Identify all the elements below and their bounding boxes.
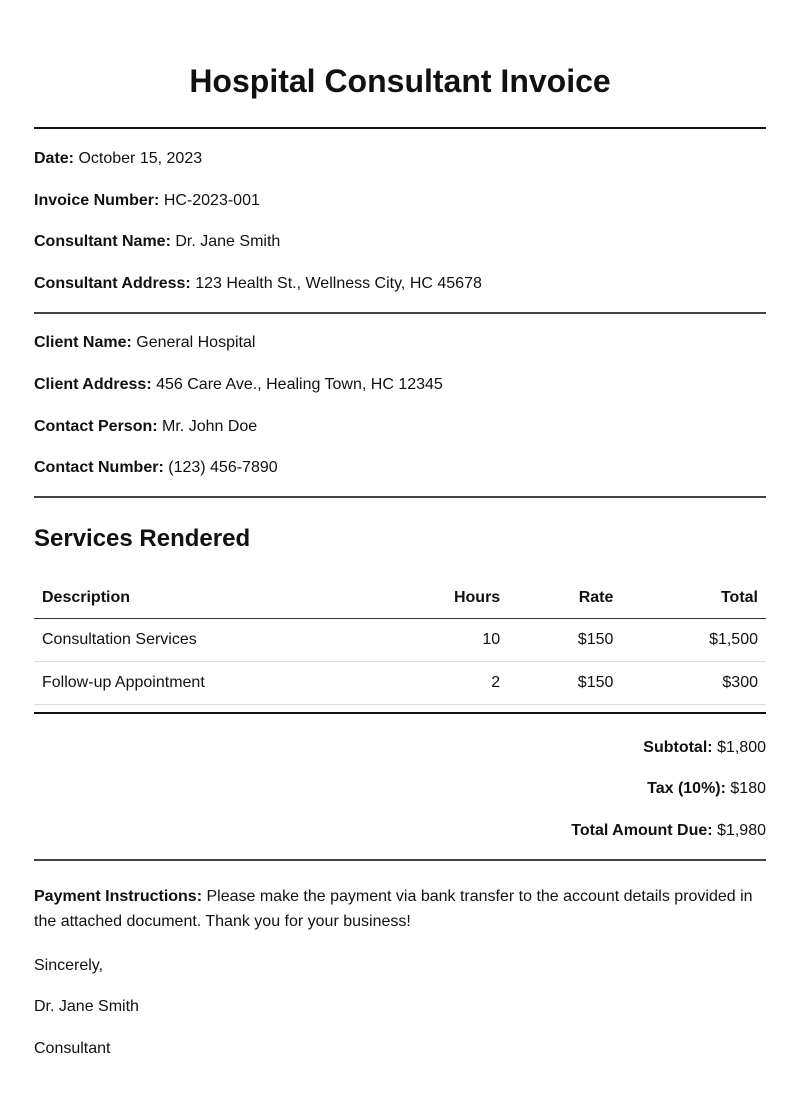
invoice-number-label: Invoice Number: xyxy=(34,192,160,209)
page-title: Hospital Consultant Invoice xyxy=(189,63,611,99)
tax-value: $180 xyxy=(730,780,766,797)
invoice-date-label: Date: xyxy=(34,150,75,167)
consultant-name-value: Dr. Jane Smith xyxy=(175,233,281,250)
contact-person-label: Contact Person: xyxy=(34,418,158,435)
invoice-number xyxy=(34,191,260,211)
service-description: Consultation Services xyxy=(34,619,390,662)
signature-name: Dr. Jane Smith xyxy=(34,998,139,1015)
table-row xyxy=(34,662,766,705)
payment-text: Please make the payment via bank transfer to the account details provided in the attached document. Thank you for your business! xyxy=(34,888,753,930)
consultant-address xyxy=(34,274,482,294)
payment-instructions xyxy=(34,884,766,934)
tax-label: Tax (10%): xyxy=(647,780,726,797)
signature-title: Consultant xyxy=(34,1040,111,1057)
invoice-number-value: HC-2023-001 xyxy=(163,192,260,209)
services-title: Services Rendered xyxy=(34,525,251,552)
section-divider xyxy=(34,312,766,314)
contact-person-value: Mr. John Doe xyxy=(162,418,258,435)
tax xyxy=(647,779,766,799)
subtotal-label: Subtotal: xyxy=(643,739,713,756)
contact-number-value: (123) 456-7890 xyxy=(168,459,278,476)
table-divider xyxy=(34,712,766,714)
client-address xyxy=(34,375,443,395)
service-rate: $150 xyxy=(508,619,621,662)
table-header-row xyxy=(34,578,766,619)
consultant-address-value: 123 Health St., Wellness City, HC 45678 xyxy=(195,275,482,292)
contact-number xyxy=(34,458,278,478)
total-amount-due xyxy=(571,821,766,841)
client-name-label: Client Name: xyxy=(34,334,132,351)
column-header-hours: Hours xyxy=(390,578,508,619)
subtotal-value: $1,800 xyxy=(717,739,766,756)
contact-person xyxy=(34,417,257,437)
invoice-date-value: October 15, 2023 xyxy=(78,150,203,167)
services-table xyxy=(34,578,766,705)
consultant-name-label: Consultant Name: xyxy=(34,233,171,250)
invoice-date xyxy=(34,149,202,169)
service-hours: 2 xyxy=(390,662,508,705)
contact-number-label: Contact Number: xyxy=(34,459,164,476)
section-divider xyxy=(34,496,766,498)
client-address-value: 456 Care Ave., Healing Town, HC 12345 xyxy=(156,376,443,393)
total-label: Total Amount Due: xyxy=(571,822,713,839)
closing: Sincerely, xyxy=(34,957,104,974)
client-address-label: Client Address: xyxy=(34,376,152,393)
header-divider xyxy=(34,127,766,129)
consultant-address-label: Consultant Address: xyxy=(34,275,191,292)
consultant-name xyxy=(34,232,280,252)
client-name-value: General Hospital xyxy=(136,334,256,351)
payment-label: Payment Instructions: xyxy=(34,888,203,905)
service-total: $1,500 xyxy=(621,619,766,662)
column-header-rate: Rate xyxy=(508,578,621,619)
total-value: $1,980 xyxy=(717,822,766,839)
service-total: $300 xyxy=(621,662,766,705)
column-header-total: Total xyxy=(621,578,766,619)
service-hours: 10 xyxy=(390,619,508,662)
column-header-description: Description xyxy=(34,578,390,619)
subtotal xyxy=(643,738,766,758)
table-row xyxy=(34,619,766,662)
section-divider xyxy=(34,859,766,861)
client-name xyxy=(34,333,255,353)
service-description: Follow-up Appointment xyxy=(34,662,390,705)
service-rate: $150 xyxy=(508,662,621,705)
